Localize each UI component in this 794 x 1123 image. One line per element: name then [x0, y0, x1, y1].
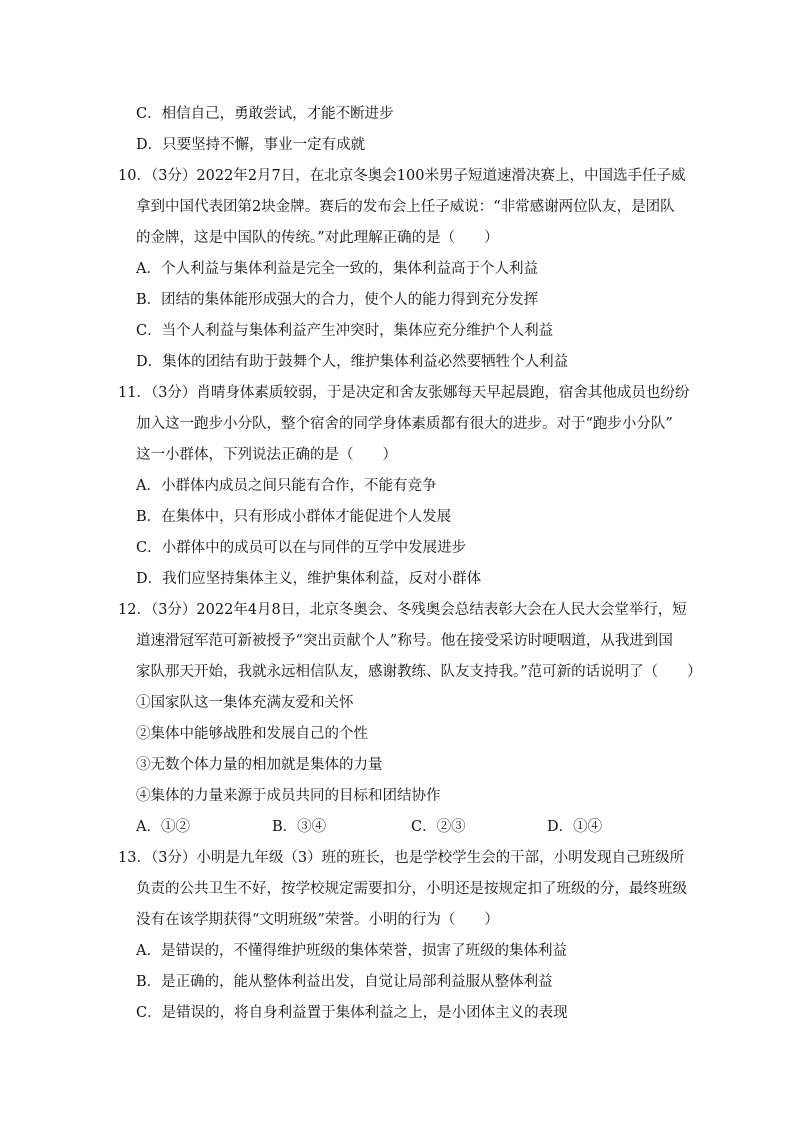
- q11-stem-line-3: 这一小群体，下列说法正确的是（ ）: [136, 447, 397, 463]
- q12-stem-line-3: 家队那天开始，我就永远相信队友，感谢教练、队友支持我。”范可新的话说明了（ ）: [136, 664, 702, 680]
- q12-stem-line-1: 12．（3分）2022年4月8日，北京冬奥会、冬残奥会总结表彰大会在人民大会堂举行，短: [118, 602, 687, 618]
- q12-statement-3: ③无数个体力量的相加就是集体的力量: [136, 757, 383, 773]
- q13-option-a: A．是错误的，不懂得维护班级的集体荣誉，损害了班级的集体利益: [136, 943, 567, 959]
- q13-stem-line-1: 13．（3分）小明是九年级（3）班的班长，也是学校学生会的干部，小明发现自己班级所: [118, 850, 685, 866]
- q12-stem-line-2: 道速滑冠军范可新被授予“突出贡献个人”称号。他在接受采访时哽咽道，从我进到国: [136, 633, 673, 649]
- q10-option-b: B．团结的集体能形成强大的合力，使个人的能力得到充分发挥: [136, 292, 539, 308]
- q13-stem-line-2: 负责的公共卫生不好，按学校规定需要扣分，小明还是按规定扣了班级的分，最终班级: [136, 881, 687, 897]
- q11-option-c: C．小群体中的成员可以在与同伴的互学中发展进步: [136, 540, 467, 556]
- q11-option-a: A．小群体内成员之间只能有合作，不能有竞争: [136, 478, 437, 494]
- q10-stem-line-1: 10．（3分）2022年2月7日，在北京冬奥会100米男子短道速滑决赛上，中国选手任子威: [118, 168, 686, 184]
- q10-stem-line-2: 拿到中国代表团第2块金牌。赛后的发布会上任子威说：“非常感谢两位队友，是团队: [136, 199, 675, 215]
- q13-option-b: B．是正确的，能从整体利益出发，自觉让局部利益服从整体利益: [136, 974, 553, 990]
- q9-option-c: C．相信自己，勇敢尝试，才能不断进步: [136, 106, 394, 122]
- q9-option-d: D．只要坚持不懈，事业一定有成就: [136, 137, 366, 153]
- q10-stem-line-3: 的金牌，这是中国队的传统。”对此理解正确的是（ ）: [136, 230, 499, 246]
- q12-choice-c: C．②③: [411, 819, 466, 835]
- q11-option-d: D．我们应坚持集体主义，维护集体利益，反对小群体: [136, 571, 482, 587]
- q11-option-b: B．在集体中，只有形成小群体才能促进个人发展: [136, 509, 452, 525]
- q13-stem-line-3: 没有在该学期获得“文明班级”荣誉。小明的行为（ ）: [136, 912, 499, 928]
- q12-choice-d: D．①④: [547, 819, 603, 835]
- q12-statement-4: ④集体的力量来源于成员共同的目标和团结协作: [136, 788, 441, 804]
- q13-option-c: C．是错误的，将自身利益置于集体利益之上，是小团体主义的表现: [136, 1005, 568, 1021]
- q12-statement-1: ①国家队这一集体充满友爱和关怀: [136, 695, 354, 711]
- q12-choice-a: A．①②: [136, 819, 190, 835]
- q11-stem-line-1: 11．（3分）肖晴身体素质较弱，于是决定和舍友张娜每天早起晨跑，宿舍其他成员也纷纷: [118, 385, 690, 401]
- q10-option-c: C．当个人利益与集体利益产生冲突时，集体应充分维护个人利益: [136, 323, 554, 339]
- q12-choice-b: B．③④: [272, 819, 327, 835]
- q11-stem-line-2: 加入这一跑步小分队，整个宿舍的同学身体素质都有很大的进步。对于“跑步小分队”: [136, 416, 673, 432]
- q10-option-d: D．集体的团结有助于鼓舞个人，维护集体利益必然要牺牲个人利益: [136, 354, 569, 370]
- q10-option-a: A．个人利益与集体利益是完全一致的，集体利益高于个人利益: [136, 261, 538, 277]
- q12-statement-2: ②集体中能够战胜和发展自己的个性: [136, 726, 368, 742]
